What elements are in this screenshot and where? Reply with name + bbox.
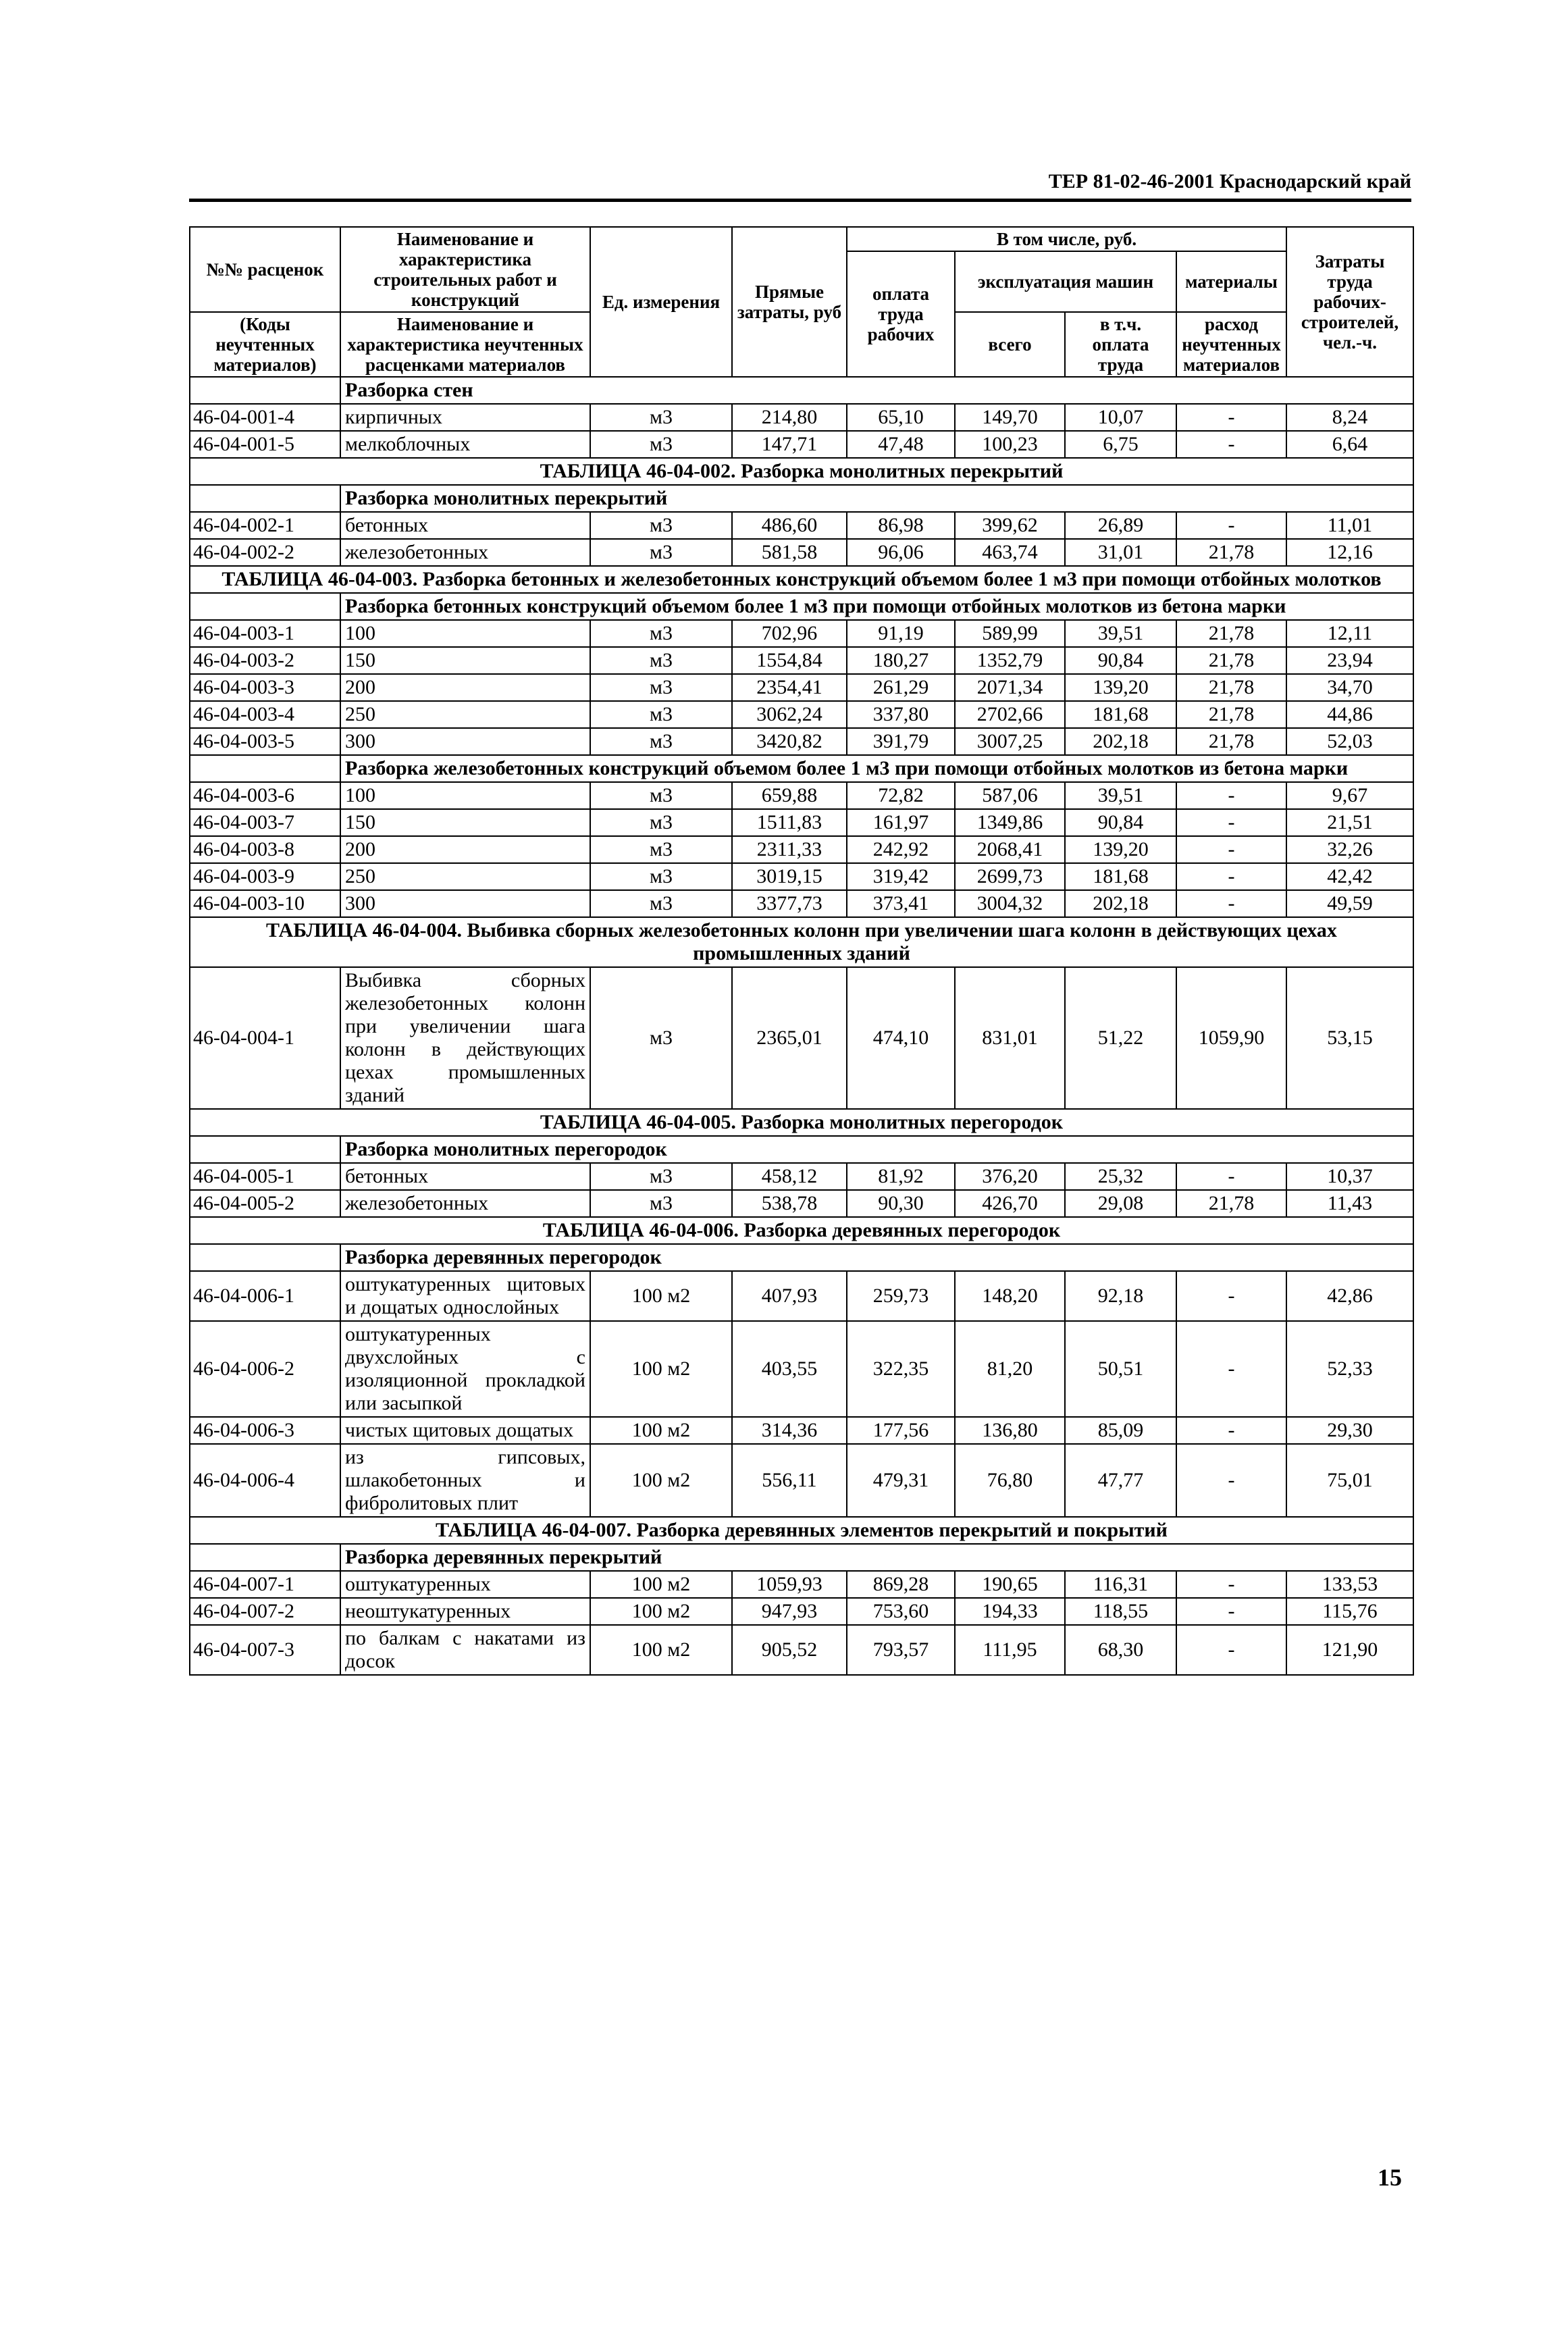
header-row-1: [190, 227, 1413, 251]
direct-cost: 3377,73: [732, 890, 847, 917]
table-row: [190, 1598, 1413, 1625]
work-name: железобетонных: [340, 539, 590, 566]
rate-code: 46-04-007-1: [190, 1571, 340, 1598]
page-header: ТЕР 81-02-46-2001 Краснодарский край: [1048, 170, 1411, 192]
work-name: 200: [340, 836, 590, 863]
machines-labor: 25,32: [1065, 1163, 1176, 1190]
unit: 100 м2: [590, 1417, 732, 1444]
labor-hours: 52,33: [1286, 1321, 1413, 1417]
labor-pay: 72,82: [847, 782, 955, 809]
unit: м3: [590, 674, 732, 701]
labor-hours: 53,15: [1286, 967, 1413, 1109]
rate-code: 46-04-003-1: [190, 620, 340, 647]
labor-pay: 242,92: [847, 836, 955, 863]
work-name: из гипсовых, шлакобетонных и фибролитовых плит: [340, 1444, 590, 1517]
materials: -: [1176, 863, 1286, 890]
rate-code: 46-04-006-1: [190, 1271, 340, 1321]
table-body: [190, 227, 1413, 1675]
work-name: железобетонных: [340, 1190, 590, 1217]
direct-cost: 147,71: [732, 431, 847, 458]
machines-total: 149,70: [955, 404, 1065, 431]
labor-hours: 75,01: [1286, 1444, 1413, 1517]
rate-code: 46-04-006-3: [190, 1417, 340, 1444]
machines-total: 148,20: [955, 1271, 1065, 1321]
direct-cost: 1059,93: [732, 1571, 847, 1598]
unit: м3: [590, 512, 732, 539]
materials: -: [1176, 1625, 1286, 1675]
machines-labor: 39,51: [1065, 782, 1176, 809]
labor-pay: 96,06: [847, 539, 955, 566]
direct-cost: 3019,15: [732, 863, 847, 890]
rates-table: [189, 226, 1414, 1676]
machines-labor: 181,68: [1065, 863, 1176, 890]
group-title: Разборка деревянных перекрытий: [340, 1544, 1413, 1571]
unit: м3: [590, 539, 732, 566]
materials: 1059,90: [1176, 967, 1286, 1109]
machines-total: 2068,41: [955, 836, 1065, 863]
rate-code: 46-04-002-2: [190, 539, 340, 566]
work-name: 300: [340, 728, 590, 755]
labor-hours: 9,67: [1286, 782, 1413, 809]
machines-total: 587,06: [955, 782, 1065, 809]
machines-labor: 116,31: [1065, 1571, 1176, 1598]
work-name: неоштукатуренных: [340, 1598, 590, 1625]
col-code-top: №№ расценок: [190, 227, 340, 312]
labor-pay: 259,73: [847, 1271, 955, 1321]
table-row: [190, 674, 1413, 701]
direct-cost: 403,55: [732, 1321, 847, 1417]
rate-code: 46-04-007-3: [190, 1625, 340, 1675]
materials: -: [1176, 836, 1286, 863]
materials: 21,78: [1176, 539, 1286, 566]
labor-hours: 12,16: [1286, 539, 1413, 566]
machines-labor: 68,30: [1065, 1625, 1176, 1675]
machines-total: 426,70: [955, 1190, 1065, 1217]
machines-total: 136,80: [955, 1417, 1065, 1444]
direct-cost: 659,88: [732, 782, 847, 809]
machines-labor: 29,08: [1065, 1190, 1176, 1217]
machines-labor: 92,18: [1065, 1271, 1176, 1321]
labor-pay: 177,56: [847, 1417, 955, 1444]
group-title-row: [190, 755, 1413, 782]
table-row: [190, 836, 1413, 863]
table-row: [190, 539, 1413, 566]
labor-hours: 42,86: [1286, 1271, 1413, 1321]
machines-labor: 202,18: [1065, 890, 1176, 917]
machines-total: 76,80: [955, 1444, 1065, 1517]
rate-code: 46-04-005-1: [190, 1163, 340, 1190]
work-name: бетонных: [340, 1163, 590, 1190]
table-row: [190, 701, 1413, 728]
rate-code: 46-04-001-4: [190, 404, 340, 431]
col-direct: Прямые затраты, руб: [732, 227, 847, 377]
machines-total: 463,74: [955, 539, 1065, 566]
table-row: [190, 431, 1413, 458]
machines-total: 399,62: [955, 512, 1065, 539]
materials: 21,78: [1176, 674, 1286, 701]
table-title-row: [190, 1517, 1413, 1544]
materials: 21,78: [1176, 647, 1286, 674]
group-title-row: [190, 1136, 1413, 1163]
rate-code: 46-04-003-7: [190, 809, 340, 836]
col-machines-total: всего: [955, 312, 1065, 377]
labor-pay: 391,79: [847, 728, 955, 755]
labor-hours: 12,11: [1286, 620, 1413, 647]
machines-total: 589,99: [955, 620, 1065, 647]
work-name: бетонных: [340, 512, 590, 539]
table-row: [190, 863, 1413, 890]
header-rule: [189, 199, 1411, 202]
group-blank-cell: [190, 1244, 340, 1271]
col-labor-cost: Затраты труда рабочих-строителей, чел.-ч.: [1286, 227, 1413, 377]
rate-code: 46-04-003-5: [190, 728, 340, 755]
direct-cost: 556,11: [732, 1444, 847, 1517]
group-title: Разборка монолитных перегородок: [340, 1136, 1413, 1163]
group-title: Разборка бетонных конструкций объемом более 1 м3 при помощи отбойных молотков из бетона марки: [340, 593, 1413, 620]
direct-cost: 407,93: [732, 1271, 847, 1321]
labor-hours: 44,86: [1286, 701, 1413, 728]
unit: м3: [590, 620, 732, 647]
unit: м3: [590, 1190, 732, 1217]
table-row: [190, 967, 1413, 1109]
table-title: ТАБЛИЦА 46-04-005. Разборка монолитных перегородок: [190, 1109, 1413, 1136]
labor-hours: 11,01: [1286, 512, 1413, 539]
machines-labor: 51,22: [1065, 967, 1176, 1109]
machines-labor: 90,84: [1065, 647, 1176, 674]
rate-code: 46-04-001-5: [190, 431, 340, 458]
table-row: [190, 890, 1413, 917]
col-labor-pay: оплата труда рабочих: [847, 251, 955, 377]
rate-code: 46-04-006-2: [190, 1321, 340, 1417]
page-number: 15: [1378, 2164, 1402, 2191]
table-row: [190, 782, 1413, 809]
group-title: Разборка железобетонных конструкций объемом более 1 м3 при помощи отбойных молотков из бетона марки: [340, 755, 1413, 782]
table-row: [190, 512, 1413, 539]
materials: 21,78: [1176, 701, 1286, 728]
unit: 100 м2: [590, 1321, 732, 1417]
machines-total: 81,20: [955, 1321, 1065, 1417]
labor-hours: 32,26: [1286, 836, 1413, 863]
labor-hours: 11,43: [1286, 1190, 1413, 1217]
machines-labor: 85,09: [1065, 1417, 1176, 1444]
unit: м3: [590, 728, 732, 755]
labor-pay: 474,10: [847, 967, 955, 1109]
group-blank-cell: [190, 1544, 340, 1571]
table-row: [190, 404, 1413, 431]
unit: м3: [590, 863, 732, 890]
materials: 21,78: [1176, 1190, 1286, 1217]
labor-pay: 322,35: [847, 1321, 955, 1417]
col-machines-labor: в т.ч. оплата труда: [1065, 312, 1176, 377]
direct-cost: 214,80: [732, 404, 847, 431]
table-title: ТАБЛИЦА 46-04-003. Разборка бетонных и железобетонных конструкций объемом более 1 м3 при помощи отбойных молотков: [190, 566, 1413, 593]
labor-pay: 753,60: [847, 1598, 955, 1625]
work-name: 250: [340, 863, 590, 890]
col-machines: эксплуатация машин: [955, 251, 1176, 312]
labor-pay: 91,19: [847, 620, 955, 647]
materials: -: [1176, 431, 1286, 458]
machines-labor: 6,75: [1065, 431, 1176, 458]
group-title: Разборка монолитных перекрытий: [340, 485, 1413, 512]
labor-hours: 10,37: [1286, 1163, 1413, 1190]
rate-code: 46-04-003-2: [190, 647, 340, 674]
direct-cost: 486,60: [732, 512, 847, 539]
materials: -: [1176, 1598, 1286, 1625]
labor-hours: 133,53: [1286, 1571, 1413, 1598]
labor-pay: 81,92: [847, 1163, 955, 1190]
materials: -: [1176, 809, 1286, 836]
machines-total: 100,23: [955, 431, 1065, 458]
table-row: [190, 809, 1413, 836]
table-row: [190, 1625, 1413, 1675]
unit: 100 м2: [590, 1598, 732, 1625]
table-title-row: [190, 1217, 1413, 1244]
col-materials: материалы: [1176, 251, 1286, 312]
unit: м3: [590, 404, 732, 431]
machines-total: 2702,66: [955, 701, 1065, 728]
materials: 21,78: [1176, 728, 1286, 755]
direct-cost: 2365,01: [732, 967, 847, 1109]
unit: 100 м2: [590, 1271, 732, 1321]
labor-hours: 29,30: [1286, 1417, 1413, 1444]
rate-code: 46-04-003-9: [190, 863, 340, 890]
col-name-bottom: Наименование и характеристика неучтенных расценками материалов: [340, 312, 590, 377]
machines-total: 2699,73: [955, 863, 1065, 890]
machines-total: 111,95: [955, 1625, 1065, 1675]
labor-pay: 161,97: [847, 809, 955, 836]
rate-code: 46-04-007-2: [190, 1598, 340, 1625]
machines-total: 831,01: [955, 967, 1065, 1109]
materials: 21,78: [1176, 620, 1286, 647]
col-code-bottom: (Коды неучтенных материалов): [190, 312, 340, 377]
machines-labor: 139,20: [1065, 836, 1176, 863]
work-name: по балкам с накатами из досок: [340, 1625, 590, 1675]
labor-hours: 21,51: [1286, 809, 1413, 836]
work-name: кирпичных: [340, 404, 590, 431]
materials: -: [1176, 782, 1286, 809]
labor-hours: 121,90: [1286, 1625, 1413, 1675]
unit: 100 м2: [590, 1571, 732, 1598]
table-row: [190, 1417, 1413, 1444]
machines-labor: 31,01: [1065, 539, 1176, 566]
col-name-top: Наименование и характеристика строительных работ и конструкций: [340, 227, 590, 312]
labor-hours: 52,03: [1286, 728, 1413, 755]
group-title-row: [190, 377, 1413, 404]
col-incl: В том числе, руб.: [847, 227, 1286, 251]
unit: м3: [590, 782, 732, 809]
direct-cost: 538,78: [732, 1190, 847, 1217]
labor-pay: 373,41: [847, 890, 955, 917]
rate-code: 46-04-003-4: [190, 701, 340, 728]
work-name: оштукатуренных: [340, 1571, 590, 1598]
col-materials-sub: расход неучтенных материалов: [1176, 312, 1286, 377]
rate-code: 46-04-003-3: [190, 674, 340, 701]
materials: -: [1176, 512, 1286, 539]
machines-total: 194,33: [955, 1598, 1065, 1625]
labor-hours: 34,70: [1286, 674, 1413, 701]
machines-labor: 90,84: [1065, 809, 1176, 836]
table-title: ТАБЛИЦА 46-04-006. Разборка деревянных перегородок: [190, 1217, 1413, 1244]
materials: -: [1176, 1321, 1286, 1417]
direct-cost: 1554,84: [732, 647, 847, 674]
materials: -: [1176, 1571, 1286, 1598]
group-title: Разборка стен: [340, 377, 1413, 404]
work-name: 250: [340, 701, 590, 728]
table-row: [190, 1190, 1413, 1217]
rate-code: 46-04-002-1: [190, 512, 340, 539]
direct-cost: 581,58: [732, 539, 847, 566]
table-row: [190, 728, 1413, 755]
labor-pay: 319,42: [847, 863, 955, 890]
machines-labor: 181,68: [1065, 701, 1176, 728]
table-title-row: [190, 1109, 1413, 1136]
work-name: оштукатуренных двухслойных с изоляционной прокладкой или засыпкой: [340, 1321, 590, 1417]
table-row: [190, 1444, 1413, 1517]
unit: м3: [590, 809, 732, 836]
work-name: 200: [340, 674, 590, 701]
group-blank-cell: [190, 377, 340, 404]
unit: м3: [590, 836, 732, 863]
group-title-row: [190, 1544, 1413, 1571]
labor-hours: 42,42: [1286, 863, 1413, 890]
table-title-row: [190, 458, 1413, 485]
labor-pay: 869,28: [847, 1571, 955, 1598]
direct-cost: 458,12: [732, 1163, 847, 1190]
unit: м3: [590, 890, 732, 917]
work-name: 150: [340, 809, 590, 836]
materials: -: [1176, 890, 1286, 917]
table-row: [190, 1321, 1413, 1417]
materials: -: [1176, 1163, 1286, 1190]
direct-cost: 2311,33: [732, 836, 847, 863]
machines-labor: 10,07: [1065, 404, 1176, 431]
machines-labor: 39,51: [1065, 620, 1176, 647]
machines-total: 1349,86: [955, 809, 1065, 836]
unit: м3: [590, 1163, 732, 1190]
work-name: оштукатуренных щитовых и дощатых однослойных: [340, 1271, 590, 1321]
table-row: [190, 620, 1413, 647]
machines-total: 3007,25: [955, 728, 1065, 755]
work-name: мелкоблочных: [340, 431, 590, 458]
table-row: [190, 1163, 1413, 1190]
labor-pay: 261,29: [847, 674, 955, 701]
rate-code: 46-04-003-8: [190, 836, 340, 863]
unit: м3: [590, 967, 732, 1109]
labor-hours: 49,59: [1286, 890, 1413, 917]
work-name: 150: [340, 647, 590, 674]
machines-total: 2071,34: [955, 674, 1065, 701]
group-title-row: [190, 593, 1413, 620]
labor-hours: 6,64: [1286, 431, 1413, 458]
labor-pay: 47,48: [847, 431, 955, 458]
col-unit: Ед. измерения: [590, 227, 732, 377]
group-title-row: [190, 1244, 1413, 1271]
table-row: [190, 647, 1413, 674]
group-title-row: [190, 485, 1413, 512]
machines-labor: 202,18: [1065, 728, 1176, 755]
labor-pay: 90,30: [847, 1190, 955, 1217]
labor-pay: 479,31: [847, 1444, 955, 1517]
labor-pay: 65,10: [847, 404, 955, 431]
unit: 100 м2: [590, 1625, 732, 1675]
table-title: ТАБЛИЦА 46-04-004. Выбивка сборных железобетонных колонн при увеличении шага колонн в действующих цехах промышленных зданий: [190, 917, 1413, 967]
direct-cost: 947,93: [732, 1598, 847, 1625]
group-blank-cell: [190, 755, 340, 782]
table-title-row: [190, 566, 1413, 593]
table-title: ТАБЛИЦА 46-04-002. Разборка монолитных перекрытий: [190, 458, 1413, 485]
unit: м3: [590, 431, 732, 458]
machines-total: 376,20: [955, 1163, 1065, 1190]
direct-cost: 702,96: [732, 620, 847, 647]
rate-code: 46-04-005-2: [190, 1190, 340, 1217]
work-name: чистых щитовых дощатых: [340, 1417, 590, 1444]
unit: 100 м2: [590, 1444, 732, 1517]
work-name: 100: [340, 782, 590, 809]
machines-labor: 47,77: [1065, 1444, 1176, 1517]
group-blank-cell: [190, 485, 340, 512]
table-title-row: [190, 917, 1413, 967]
direct-cost: 2354,41: [732, 674, 847, 701]
labor-pay: 180,27: [847, 647, 955, 674]
table-title: ТАБЛИЦА 46-04-007. Разборка деревянных элементов перекрытий и покрытий: [190, 1517, 1413, 1544]
group-blank-cell: [190, 593, 340, 620]
rate-code: 46-04-006-4: [190, 1444, 340, 1517]
group-title: Разборка деревянных перегородок: [340, 1244, 1413, 1271]
machines-labor: 118,55: [1065, 1598, 1176, 1625]
direct-cost: 1511,83: [732, 809, 847, 836]
machines-labor: 50,51: [1065, 1321, 1176, 1417]
labor-pay: 337,80: [847, 701, 955, 728]
unit: м3: [590, 701, 732, 728]
direct-cost: 3420,82: [732, 728, 847, 755]
materials: -: [1176, 404, 1286, 431]
work-name: Выбивка сборных железобетонных колонн при увеличении шага колонн в действующих цехах промышленных зданий: [340, 967, 590, 1109]
direct-cost: 905,52: [732, 1625, 847, 1675]
materials: -: [1176, 1417, 1286, 1444]
materials: -: [1176, 1444, 1286, 1517]
rate-code: 46-04-003-10: [190, 890, 340, 917]
machines-total: 1352,79: [955, 647, 1065, 674]
direct-cost: 314,36: [732, 1417, 847, 1444]
materials: -: [1176, 1271, 1286, 1321]
group-blank-cell: [190, 1136, 340, 1163]
labor-hours: 23,94: [1286, 647, 1413, 674]
table-row: [190, 1271, 1413, 1321]
direct-cost: 3062,24: [732, 701, 847, 728]
work-name: 300: [340, 890, 590, 917]
unit: м3: [590, 647, 732, 674]
machines-total: 3004,32: [955, 890, 1065, 917]
work-name: 100: [340, 620, 590, 647]
rate-code: 46-04-003-6: [190, 782, 340, 809]
machines-labor: 139,20: [1065, 674, 1176, 701]
machines-total: 190,65: [955, 1571, 1065, 1598]
labor-hours: 8,24: [1286, 404, 1413, 431]
labor-pay: 86,98: [847, 512, 955, 539]
table-row: [190, 1571, 1413, 1598]
labor-hours: 115,76: [1286, 1598, 1413, 1625]
labor-pay: 793,57: [847, 1625, 955, 1675]
rate-code: 46-04-004-1: [190, 967, 340, 1109]
machines-labor: 26,89: [1065, 512, 1176, 539]
